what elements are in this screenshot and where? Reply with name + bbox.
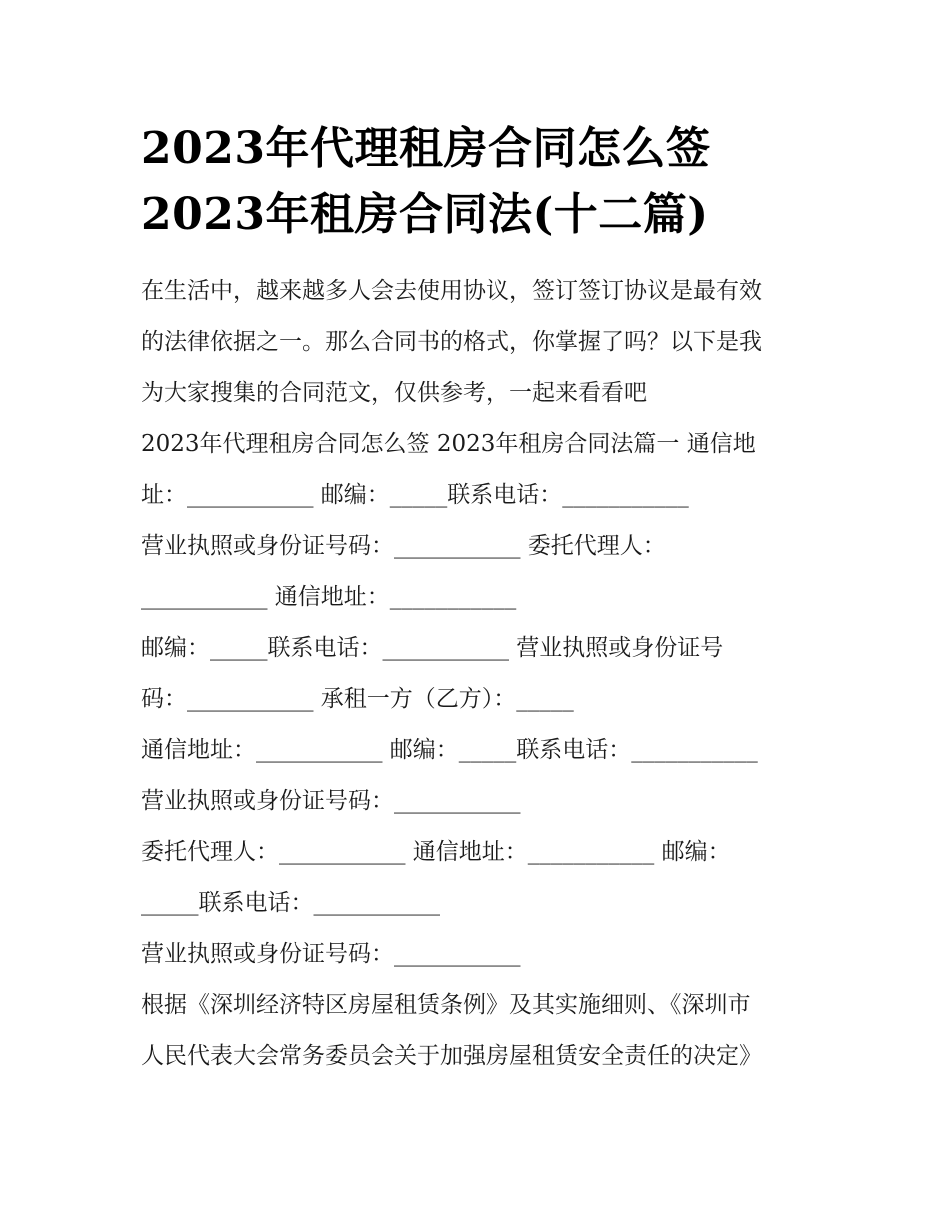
body-line: _____联系电话：___________ [141,890,440,916]
body-line: 营业执照或身份证号码：___________ [141,941,521,967]
body-line: 址：___________ 邮编：_____联系电话：___________ [141,482,689,508]
title-line-1: 2023年代理租房合同怎么签 [141,123,711,174]
title-line-2: 2023年租房合同法(十二篇) [141,189,709,240]
body-line: 营业执照或身份证号码：___________ 委托代理人： [141,533,666,559]
body-line: 码：___________ 承租一方（乙方）：_____ [141,686,574,712]
body-line: 通信地址：___________ 邮编：_____联系电话：___________ [141,737,758,763]
document-title [141,116,821,248]
body-line: 在生活中，越来越多人会去使用协议，签订签订协议是最有效 [141,278,762,304]
body-line: 根据《深圳经济特区房屋租赁条例》及其实施细则、《深圳市 [141,992,751,1018]
body-line: 委托代理人：___________ 通信地址：___________ 邮编： [141,839,731,865]
body-line: 人民代表大会常务委员会关于加强房屋租赁安全责任的决定》 [141,1043,762,1069]
body-line: 的法律依据之一。那么合同书的格式，你掌握了吗？以下是我 [141,329,762,355]
body-line: 营业执照或身份证号码：___________ [141,788,521,814]
body-line: ___________ 通信地址：___________ [141,584,517,610]
document-body [141,266,821,1082]
body-line: 为大家搜集的合同范文，仅供参考，一起来看看吧 [141,380,647,406]
body-line: 邮编：_____联系电话：___________ 营业执照或身份证号 [141,635,724,661]
body-line: 2023年代理租房合同怎么签 2023年租房合同法篇一 通信地 [141,431,756,457]
document-page [141,116,821,1082]
